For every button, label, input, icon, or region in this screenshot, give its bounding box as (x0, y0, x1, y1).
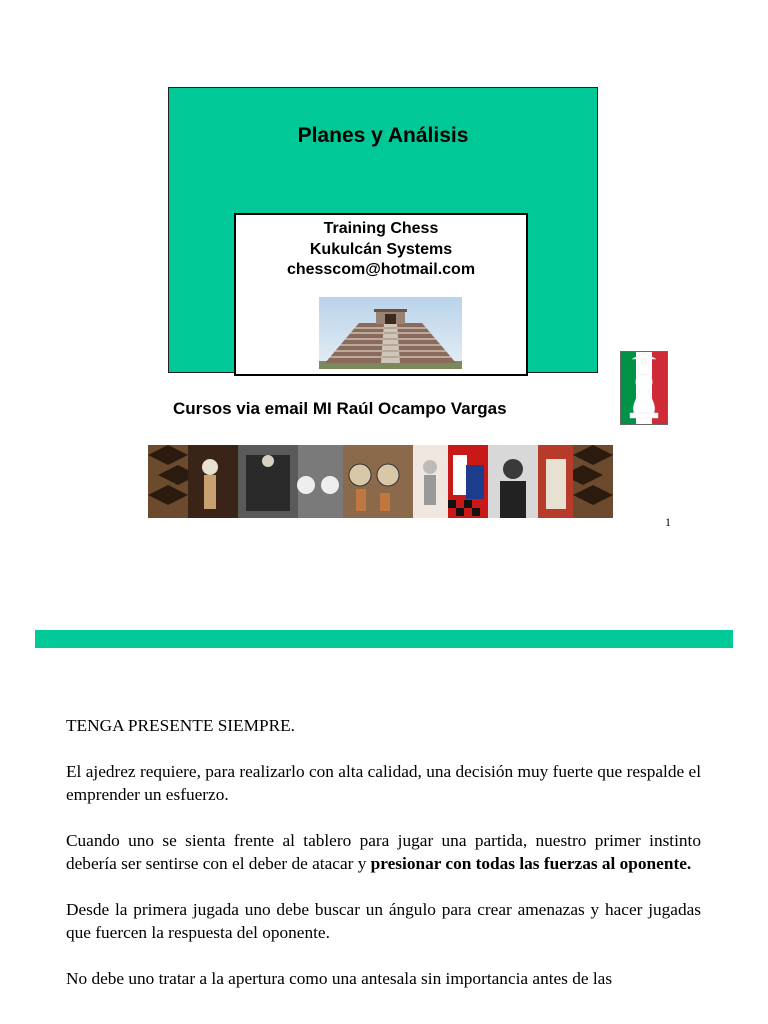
paragraph-4: No debe uno tratar a la apertura como una antesala sin importancia antes de las (66, 969, 613, 988)
body-text (66, 714, 701, 1013)
chess-banner-image (148, 445, 613, 518)
info-line-email: chesscom@hotmail.com (286, 261, 476, 278)
page-number: 1 (665, 515, 671, 529)
divider-bar (35, 630, 733, 648)
paragraph-3: Desde la primera jugada uno debe buscar un ángulo para crear amenazas y hacer jugadas que fuercen la respuesta del oponente. (66, 900, 701, 942)
paragraph-2-bold: presionar con todas las fuerzas al oponente. (370, 854, 692, 873)
chess-flag-logo (620, 351, 668, 425)
info-line-training: Training Chess (323, 220, 439, 237)
paragraph-2-text: Cuando uno se sienta frente al tablero para jugar una partida, nuestro primer instinto debería ser sentirse con el deber de atacar y (66, 831, 701, 873)
info-box (234, 213, 528, 376)
pyramid-image (319, 297, 462, 369)
paragraph-1: El ajedrez requiere, para realizarlo con alta calidad, una decisión muy fuerte que respalde el emprender un esfuerzo. (66, 762, 701, 804)
slide-title: Planes y Análisis (297, 124, 469, 147)
info-line-company: Kukulcán Systems (309, 240, 453, 258)
body-heading: TENGA PRESENTE SIEMPRE. (66, 716, 295, 735)
paragraph-2 (66, 829, 701, 875)
course-line: Cursos via email MI Raúl Ocampo Vargas (173, 399, 507, 418)
